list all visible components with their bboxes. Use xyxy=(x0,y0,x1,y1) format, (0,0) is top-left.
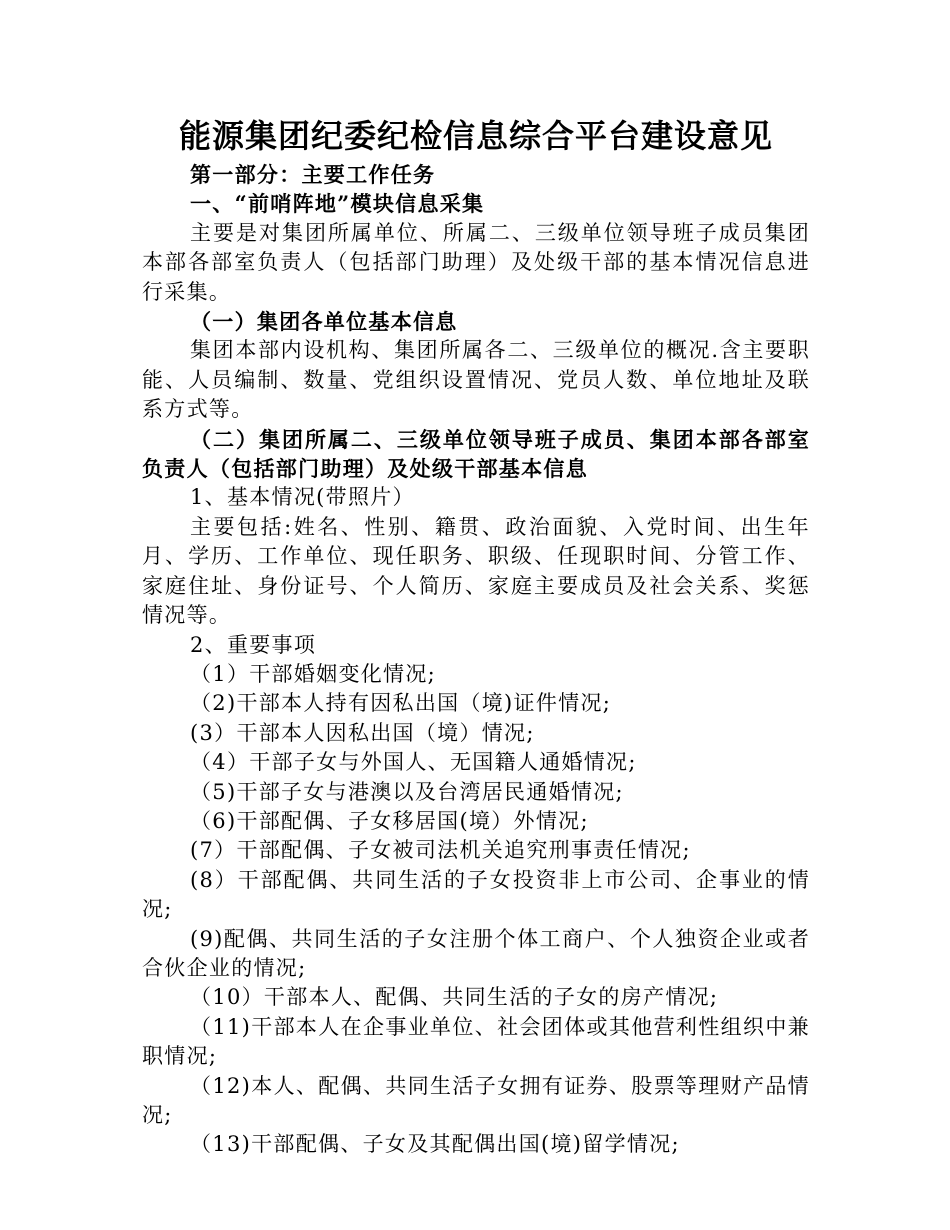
body-paragraph: 主要包括:姓名、性别、籍贯、政治面貌、入党时间、出生年月、学历、工作单位、现任职务、职级、任现职时间、分管工作、家庭住址、身份证号、个人简历、家庭主要成员及社会关系、奖惩情况等。 xyxy=(142,514,810,628)
list-heading: 1、基本情况(带照片） xyxy=(190,485,415,510)
list-item: （5)干部子女与港澳以及台湾居民通婚情况; xyxy=(190,779,624,804)
document-body xyxy=(142,112,810,1160)
list-item: （11)干部本人在企事业单位、社会团体或其他营利性组织中兼职情况; xyxy=(142,1014,810,1069)
list-item: (7）干部配偶、子女被司法机关追究刑事责任情况; xyxy=(190,838,691,863)
section-heading: 一、“前哨阵地”模块信息采集 xyxy=(190,191,485,217)
list-item: （13)干部配偶、子女及其配偶出国(境)留学情况; xyxy=(190,1132,680,1157)
list-item: (3）干部本人因私出国（境）情况; xyxy=(190,720,535,745)
part-heading: 第一部分：主要工作任务 xyxy=(190,162,436,187)
list-item: （12)本人、配偶、共同生活子女拥有证券、股票等理财产品情况; xyxy=(142,1073,810,1127)
list-item: （4）干部子女与外国人、无国籍人通婚情况; xyxy=(190,750,637,775)
subsection-heading: （二）集团所属二、三级单位领导班子成员、集团本部各部室负责人（包括部门助理）及处级干部基本信息 xyxy=(142,426,810,482)
body-paragraph: 主要是对集团所属单位、所属二、三级单位领导班子成员集团本部各部室负责人（包括部门助理）及处级干部的基本情况信息进行采集。 xyxy=(142,220,810,304)
list-item: （1）干部婚姻变化情况; xyxy=(190,661,437,686)
list-heading: 2、重要事项 xyxy=(190,632,317,657)
list-item: （6)干部配偶、子女移居国(境）外情况; xyxy=(190,808,589,833)
list-item: （10）干部本人、配偶、共同生活的子女的房产情况; xyxy=(190,985,719,1010)
subsection-heading: （一）集团各单位基本信息 xyxy=(190,309,458,335)
list-item: (8）干部配偶、共同生活的子女投资非上市公司、企事业的情况; xyxy=(142,867,810,922)
body-paragraph: 集团本部内设机构、集团所属各二、三级单位的概况.含主要职能、人员编制、数量、党组织设置情况、党员人数、单位地址及联系方式等。 xyxy=(142,338,810,422)
document-title: 能源集团纪委纪检信息综合平台建设意见 xyxy=(178,117,773,155)
list-item: (9)配偶、共同生活的子女注册个体工商户、个人独资企业或者合伙企业的情况; xyxy=(142,926,810,980)
list-item: （2)干部本人持有因私出国（境)证件情况; xyxy=(190,691,612,716)
